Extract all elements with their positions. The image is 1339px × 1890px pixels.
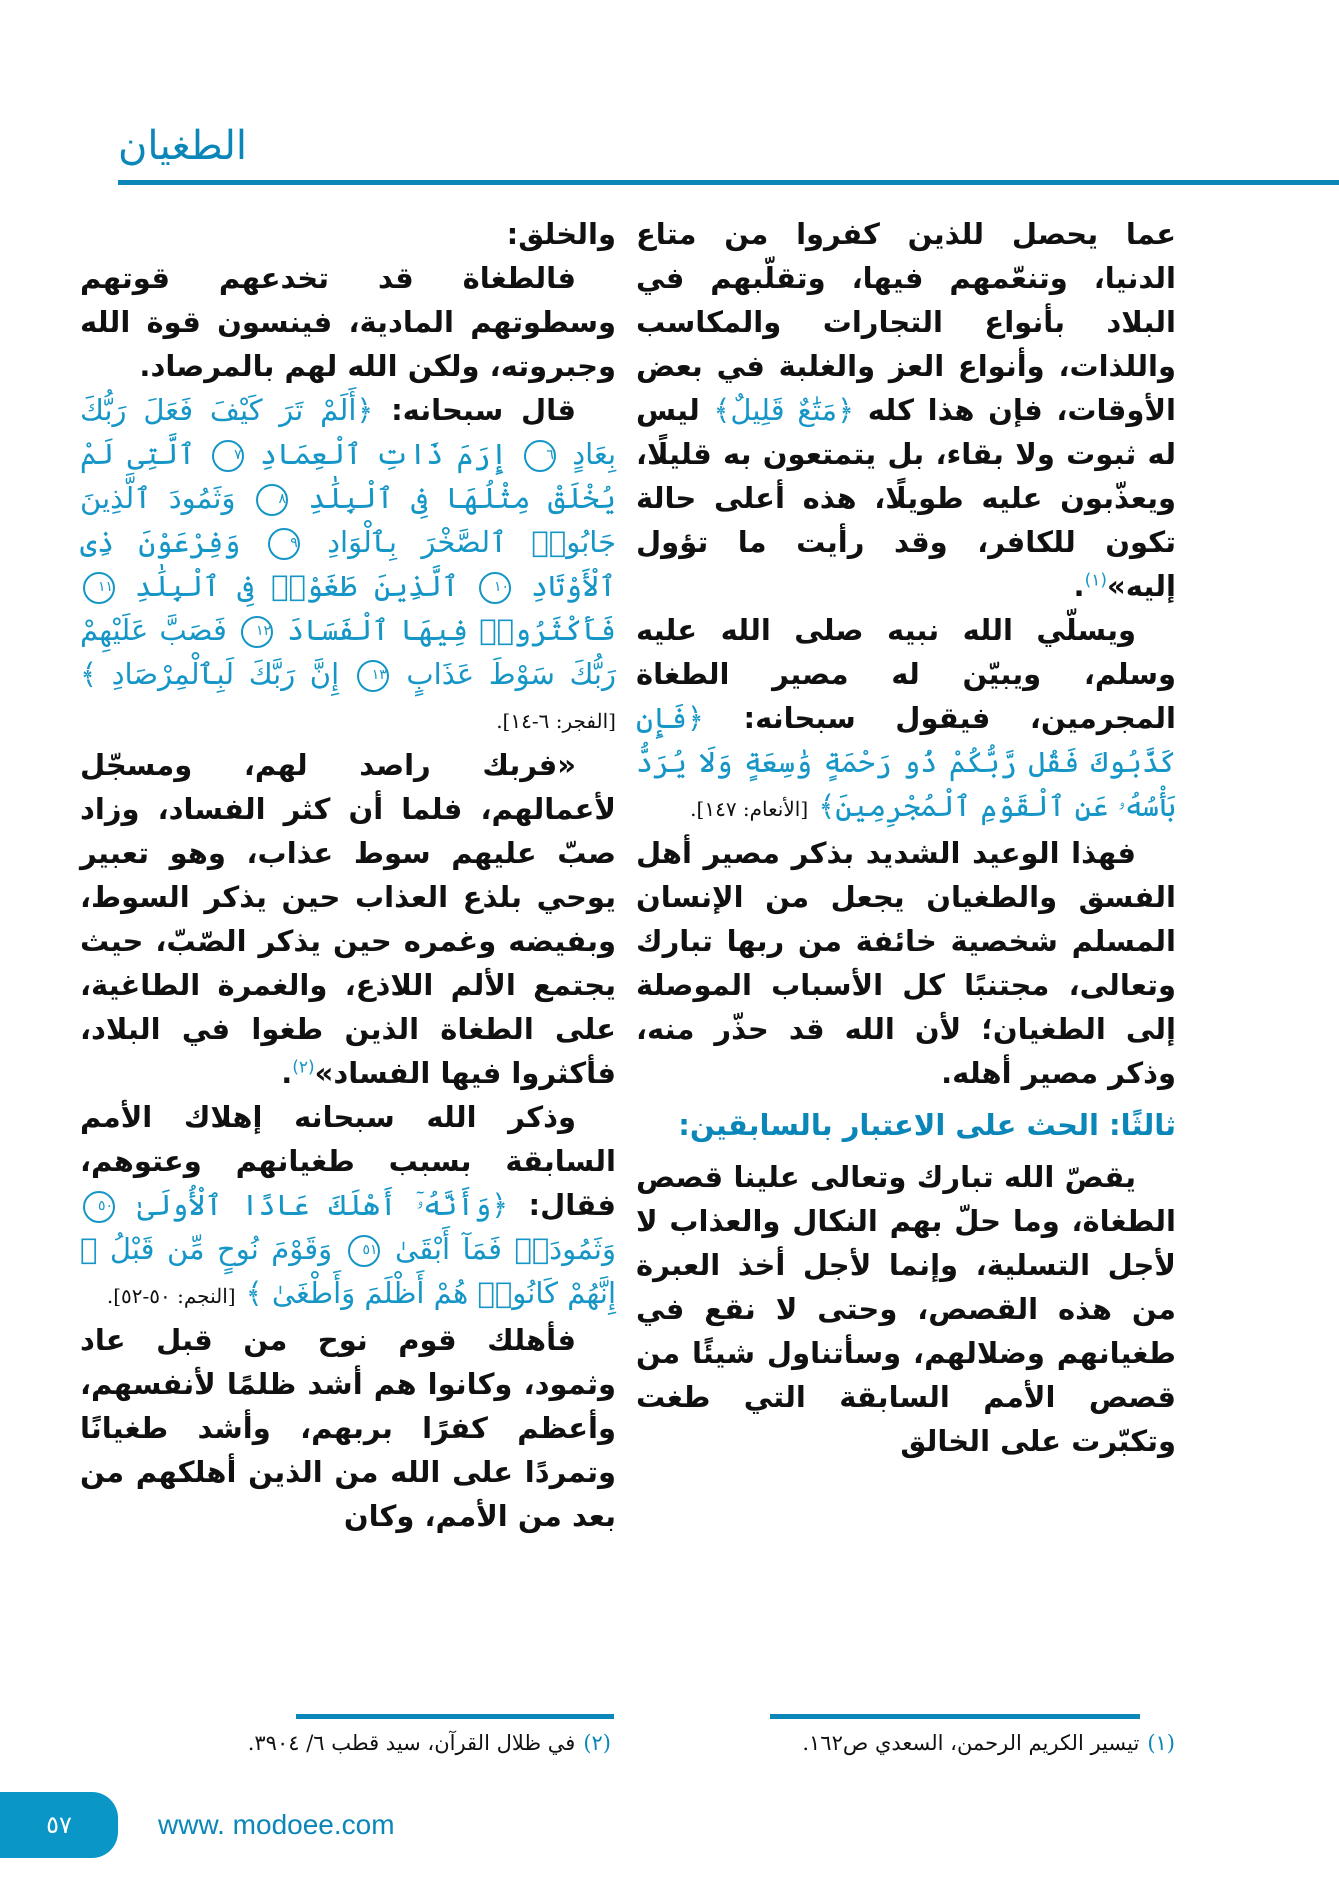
paragraph-text: «فربك راصد لهم، ومسجّل لأعمالهم، فلما أن كثر الفساد، وزاد صبّ عليهم سوط عذاب، وهو تعبير يوحي بلذع العذاب حين يذكر السوط، وبفيضه وغمره حين يذكر الصّبّ، حيث يجتمع الألم اللاذع، والغمرة الطاغية، على الطغاة الذين طغوا في البلاد، فأكثروا فيها الفساد» [80,748,616,1090]
surah-reference: [الفجر: ٦-١٤]. [496,709,616,733]
footnote-ref-2[interactable]: (٢) [292,1057,315,1078]
paragraph [80,743,616,1095]
quran-close-bracket: ﴾ [713,393,731,427]
paragraph [636,212,1176,608]
ayah-number-marker: ٦ [524,440,556,472]
paragraph-text: وذكر الله سبحانه إهلاك الأمم السابقة بسبب طغيانهم وعتوهم، فقال: [80,1100,616,1222]
ayah-number-marker: ٩ [268,528,300,560]
footnote-1 [802,1728,1175,1758]
ayah-number-marker: ٧ [212,440,244,472]
ayah-number-marker: ١٣ [357,660,389,692]
left-column [80,212,616,1538]
paragraph-text: ليس له ثبوت ولا بقاء، بل يتمتعون به قليلًا، ويعذّبون عليه طويلًا، هذه أعلى حالة تكون للكافر، وقد رأيت ما تؤول إليه» [636,393,1176,603]
paragraph [80,1095,616,1318]
paragraph [636,831,1176,1095]
ayah-number-marker: ٨ [256,484,288,516]
verse-text: وَأَنَّهُۥٓ أَهْلَكَ عَادًا ٱلْأُولَىٰ [118,1188,492,1222]
quran-close-bracket: ﴾ [818,789,836,823]
verse-text: ٱلَّذِينَ طَغَوْا۟ فِى ٱلْبِلَٰدِ [118,569,459,603]
paragraph [80,388,616,743]
verse-text: إِنَّ رَبَّكَ لَبِٱلْمِرْصَادِ [97,657,340,691]
surah-reference: [الأنعام: ١٤٧]. [690,797,809,821]
ayah-number-marker: ٥٠ [83,1191,115,1223]
footnote-text: تيسير الكريم الرحمن، السعدي ص١٦٢. [802,1731,1140,1755]
paragraph-end: . [1073,569,1085,603]
ayah-number-marker: ١١ [83,572,115,604]
footnote-text: في ظلال القرآن، سيد قطب ٦/ ٣٩٠٤. [247,1731,576,1755]
paragraph-text: فأهلك قوم نوح من قبل عاد وثمود، وكانوا هم أشد ظلمًا لأنفسهم، وأعظم كفرًا بربهم، وأشد طغيانًا وتمردًا على الله من الذين أهلكهم من بعد من الأمم، وكان [80,1323,616,1533]
quran-open-bracket: ﴿ [686,701,704,735]
quran-close-bracket: ﴾ [245,1276,263,1310]
paragraph: والخلق: [506,217,616,251]
paragraph-text: فهذا الوعيد الشديد بذكر مصير أهل الفسق والطغيان يجعل من الإنسان المسلم شخصية خائفة من ربها تبارك وتعالى، مجتنبًا كل الأسباب الموصلة إلى الطغيان؛ لأن الله قد حذّر منه، وذكر مصير أهله. [636,836,1176,1090]
paragraph [636,1155,1176,1463]
ayah-number-marker: ١٢ [241,616,273,648]
surah-reference: [النجم: ٥٠-٥٢]. [106,1284,236,1308]
footnote-number: (٢) [583,1731,611,1755]
footnote-rule [296,1714,614,1719]
running-title: الطغيان [118,123,248,169]
paragraph-text: فالطغاة قد تخدعهم قوتهم وسطوتهم المادية، فينسون قوة الله وجبروته، ولكن الله لهم بالمرصاد. [80,261,616,383]
paragraph-text: عما يحصل للذين كفروا من متاع الدنيا، وتنعّمهم فيها، وتقلّبهم في البلاد بأنواع التجارات والمكاسب واللذات، وأنواع العز والغلبة في بعض الأوقات، فإن هذا كله [636,217,1176,427]
footnote-number: (١) [1147,1731,1175,1755]
footnote-rule [770,1714,1140,1719]
paragraph [80,1318,616,1538]
verse-text: إِرَمَ ذَاتِ ٱلْعِمَادِ [246,437,508,471]
verse-text: وَفِرْعَوْنَ ذِى ٱلْأَوْتَادِ [80,525,616,603]
ayah-number-marker: ٥١ [348,1235,380,1267]
paragraph [80,256,616,388]
footnote-ref-1[interactable]: (١) [1084,570,1107,591]
page-number-tab [0,1792,118,1858]
verse-text: ٱلَّتِى لَمْ يُخْلَقْ مِثْلُهَا فِى ٱلْبِلَٰدِ [80,437,616,515]
header-rule [118,180,1339,185]
verse-text: فَصَبَّ عَلَيْهِمْ رَبُّكَ سَوْطَ عَذَابٍ [80,613,617,691]
quran-quote: فَإِن كَذَّبُوكَ فَقُل رَّبُّكُمْ ذُو رَحْمَةٍ وَٰسِعَةٍ وَلَا يُرَدُّ بَأْسُهُۥ عَنِ ٱلْقَوْمِ ٱلْمُجْرِمِينَ [636,701,1176,823]
quran-close-bracket: ﴾ [80,657,97,691]
quran-verses-fajr [80,393,616,691]
quran-open-bracket: ﴿ [356,393,374,427]
site-url-link[interactable]: www. modoee.com [158,1809,395,1840]
quran-open-bracket: ﴿ [837,393,855,427]
quran-quote: مَتَٰعٌ قَلِيلٌ [730,393,838,427]
verse-text: وَثَمُودَا۟ فَمَآ أَبْقَىٰ [382,1232,616,1266]
verse-text: أَلَمْ تَرَ كَيْفَ فَعَلَ رَبُّكَ بِعَادٍ [80,393,617,471]
paragraph-text: يقصّ الله تبارك وتعالى علينا قصص الطغاة، وما حلّ بهم النكال والعذاب لا لأجل التسلية، وإنما لأجل أخذ العبرة من هذه القصص، وحتى لا نقع في طغيانهم وضلالهم، وسأتناول شيئًا من قصص الأمم السابقة التي طغت وتكبّرت على الخالق [636,1160,1176,1458]
verse-text: وَقَوْمَ نُوحٍ مِّن قَبْلُ ۖ إِنَّهُمْ كَانُوا۟ هُمْ أَظْلَمَ وَأَطْغَىٰ [80,1232,616,1310]
verse-text: فَأَكْثَرُوا۟ فِيهَا ٱلْفَسَادَ [276,613,617,647]
paragraph-end: . [281,1056,293,1090]
verse-text: وَثَمُودَ ٱلَّذِينَ جَابُوا۟ ٱلصَّخْرَ بِٱلْوَادِ [80,481,617,559]
paragraph-text: ويسلّي الله نبيه صلى الله عليه وسلم، ويبيّن له مصير الطغاة المجرمين، فيقول سبحانه: [636,613,1176,735]
paragraph-text: قال سبحانه: [391,393,576,427]
page-number: ٥٧ [46,1811,72,1839]
paragraph [636,608,1176,831]
right-column [636,212,1176,1463]
footnote-2 [248,1728,611,1758]
section-heading: ثالثًا: الحث على الاعتبار بالسابقين: [678,1108,1176,1142]
ayah-number-marker: ١٠ [479,572,511,604]
quran-open-bracket: ﴿ [491,1188,509,1222]
